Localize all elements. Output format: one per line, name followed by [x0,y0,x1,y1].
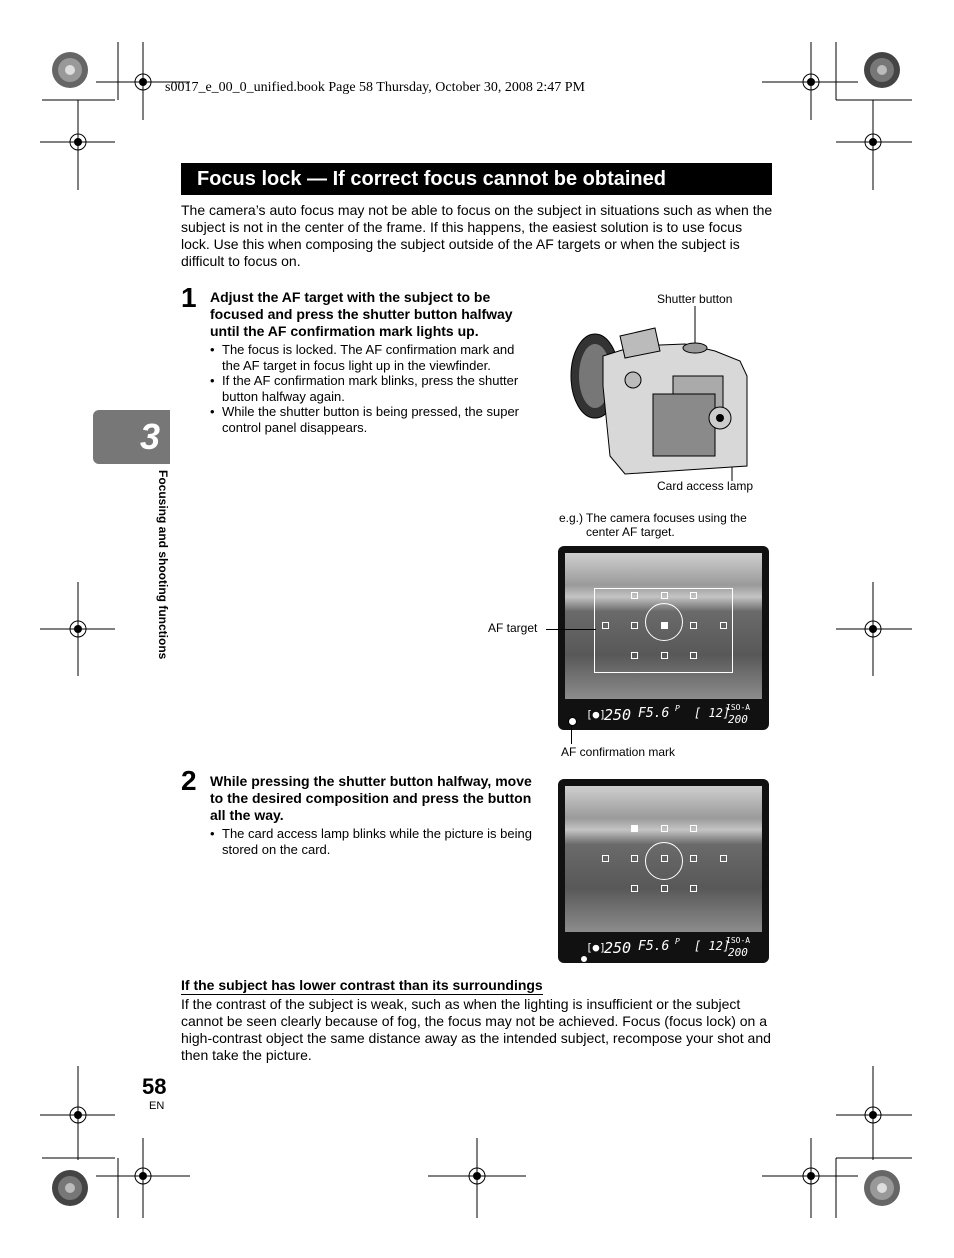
low-contrast-heading: If the subject has lower contrast than its surroundings [181,977,543,993]
list-item: • While the shutter button is being pressed, the super control panel disappears. [210,404,532,435]
metering-icon: [●] [586,941,606,954]
language-code: EN [149,1100,165,1112]
shutter-speed: 250 [604,939,632,957]
viewfinder-image-1 [558,546,769,730]
iso-value: 200 [728,946,748,959]
page-number: 58 [142,1074,167,1099]
step-1-number: 1 [181,282,197,313]
card-access-lamp-label: Card access lamp [657,479,754,493]
example-prefix: e.g.) [559,511,584,525]
aperture: F5.6 [638,706,670,721]
iso-label: ISO-A [726,936,751,945]
chapter-number: 3 [140,416,161,457]
af-target-leader [546,629,596,630]
intro-paragraph: The camera’s auto focus may not be able to focus on the subject in situations such as when the subject is not in the center of the frame. If this happens, the easiest solution is to use focus lock. Use this when composing the subject outside of the AF targets or when the subject is difficult to focus on. [181,202,773,269]
viewfinder-image-2 [558,779,769,963]
list-item: • The card access lamp blinks while the picture is being stored on the card. [210,826,544,857]
low-contrast-body: If the contrast of the subject is weak, such as when the lighting is insufficient or the subject cannot be seen clearly because of fog, the focus may not be achieved. Focus (focus lock) on a high-contrast object the same distance away as the intended subject, recompose your shot and then take the picture. [181,996,771,1063]
chapter-label: Focusing and shooting functions [156,470,170,660]
af-target-label: AF target [488,621,538,635]
chapter-label-vertical [155,470,171,710]
aperture: F5.6 [638,939,670,954]
step-1-heading: Adjust the AF target with the subject to be focused and press the shutter button halfway until the AF confirmation mark lights up. [210,289,513,339]
step-2-heading: While pressing the shutter button halfway, move to the desired composition and press the button all the way. [210,773,532,823]
af-confirmation-dot [568,717,577,726]
example-caption: The camera focuses using the center AF target. [586,511,747,539]
shutter-speed: 250 [604,706,632,724]
book-header-line: s0017_e_00_0_unified.book Page 58 Thursday, October 30, 2008 2:47 PM [165,80,585,95]
shooting-mode: P [675,704,680,713]
metering-icon: [●] [586,708,606,721]
step-2 [210,773,544,857]
step-2-bullets [210,826,544,857]
center-af-target [661,622,668,629]
section-title: Focus lock — If correct focus cannot be obtained [181,163,772,195]
viewfinder-info-bar [558,702,769,730]
step-1 [210,289,532,435]
step-1-bullets [210,342,532,435]
shooting-mode: P [675,937,680,946]
af-confirmation-dot [581,956,587,962]
shots-remaining: [ 12] [694,706,731,720]
camera-back-illustration [565,306,755,486]
list-item: • The focus is locked. The AF confirmation mark and the AF target in focus light up in the viewfinder. [210,342,532,373]
viewfinder-info-bar [558,935,769,963]
iso-label: ISO-A [726,703,751,712]
shutter-button-label: Shutter button [657,292,733,306]
af-confirmation-label: AF confirmation mark [561,745,676,759]
iso-value: 200 [728,713,748,726]
step-2-number: 2 [181,765,197,796]
shots-remaining: [ 12] [694,939,731,953]
list-item: • If the AF confirmation mark blinks, press the shutter button halfway again. [210,373,532,404]
